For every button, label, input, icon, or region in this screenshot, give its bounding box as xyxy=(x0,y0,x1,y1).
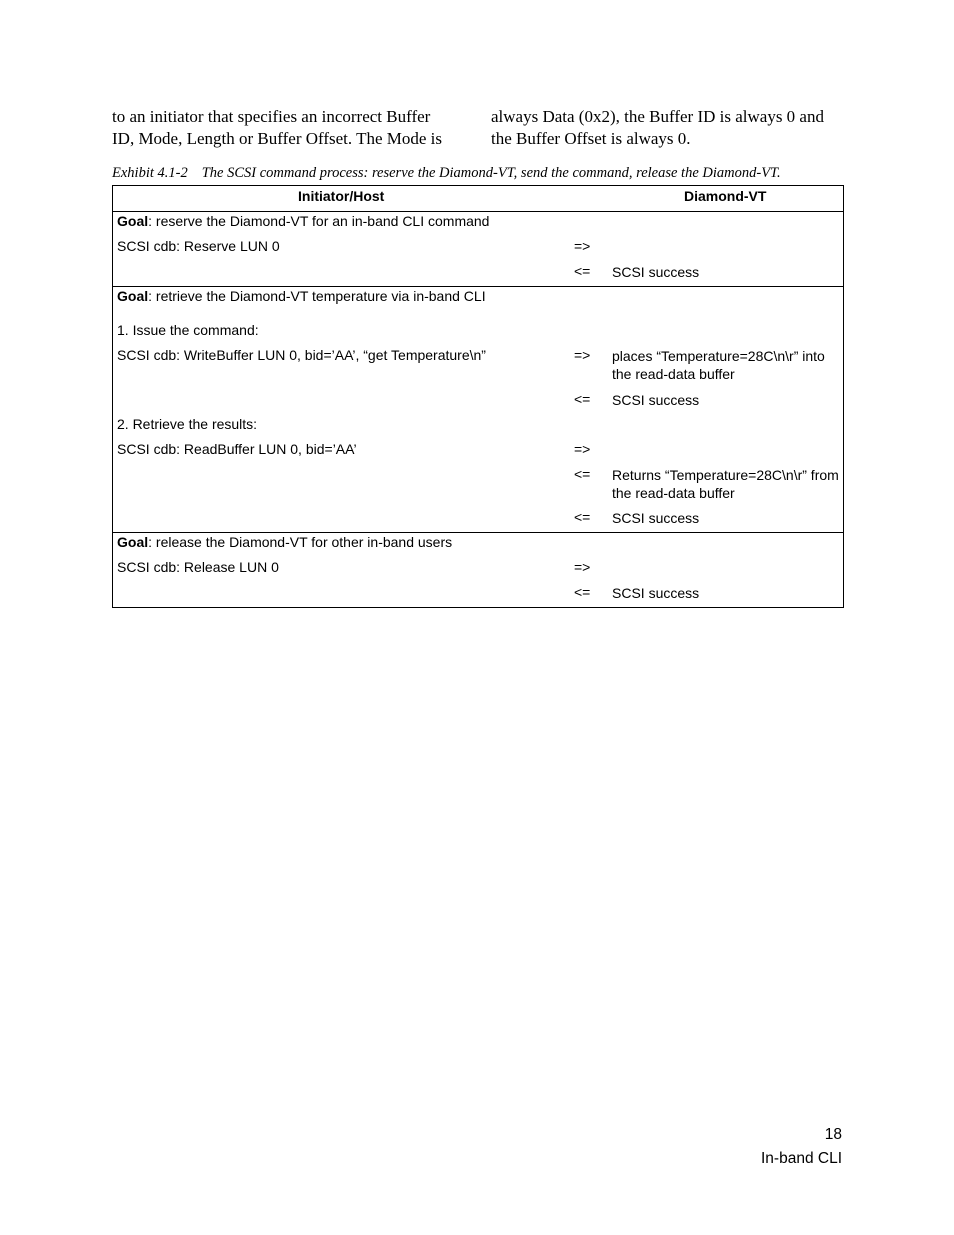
table-section-release xyxy=(113,532,843,607)
body-text-line: to an initiator that specifies an incorrect Buffer xyxy=(112,107,431,126)
initiator-cell: SCSI cdb: WriteBuffer LUN 0, bid=’AA’, “get Temperature\n” xyxy=(117,347,486,363)
arrow-cell: => xyxy=(574,559,591,575)
device-cell: SCSI success xyxy=(612,585,700,601)
initiator-cell: SCSI cdb: Reserve LUN 0 xyxy=(117,238,280,254)
exhibit-caption xyxy=(112,165,852,182)
exhibit-title: The SCSI command process: reserve the Diamond-VT, send the command, release the Diamond-VT. xyxy=(201,165,781,181)
table-section-temperature xyxy=(113,286,843,532)
device-cell: places “Temperature=28C\n\r” into the read-data buffer xyxy=(612,348,825,382)
header-initiator-host: Initiator/Host xyxy=(298,188,385,204)
body-text-line: ID, Mode, Length or Buffer Offset. The Mode is xyxy=(112,129,443,148)
device-cell: Returns “Temperature=28C\n\r” from the read-data buffer xyxy=(612,467,839,501)
initiator-cell: SCSI cdb: Release LUN 0 xyxy=(117,559,279,575)
goal-description: : reserve the Diamond-VT for an in-band CLI command xyxy=(148,213,490,229)
arrow-cell: <= xyxy=(574,466,591,482)
arrow-cell: => xyxy=(574,347,591,363)
arrow-cell: <= xyxy=(574,584,591,600)
page-number: 18 xyxy=(824,1126,842,1143)
body-text-left-column xyxy=(112,106,462,150)
device-cell: SCSI success xyxy=(612,392,700,408)
arrow-cell: <= xyxy=(574,509,591,525)
table-section-reserve xyxy=(113,212,843,286)
step-label: 2. Retrieve the results: xyxy=(117,416,258,432)
arrow-cell: => xyxy=(574,441,591,457)
scsi-process-table xyxy=(112,185,844,608)
arrow-cell: => xyxy=(574,238,591,254)
goal-text xyxy=(117,213,567,229)
body-text-right-column xyxy=(491,106,843,150)
device-cell: SCSI success xyxy=(612,510,700,526)
body-text-line: the Buffer Offset is always 0. xyxy=(491,129,691,148)
goal-label: Goal xyxy=(117,288,149,304)
step-label: 1. Issue the command: xyxy=(117,322,259,338)
arrow-cell: <= xyxy=(574,263,591,279)
arrow-cell: <= xyxy=(574,391,591,407)
body-text-line: always Data (0x2), the Buffer ID is always 0 and xyxy=(491,107,824,126)
goal-description: : release the Diamond-VT for other in-band users xyxy=(148,534,453,550)
table-header xyxy=(113,186,843,212)
goal-text xyxy=(117,288,567,304)
goal-label: Goal xyxy=(117,534,149,550)
goal-description: : retrieve the Diamond-VT temperature via in-band CLI xyxy=(148,288,486,304)
footer-section-title: In-band CLI xyxy=(761,1150,842,1167)
initiator-cell: SCSI cdb: ReadBuffer LUN 0, bid=’AA’ xyxy=(117,441,357,457)
goal-label: Goal xyxy=(117,213,149,229)
exhibit-number: Exhibit 4.1-2 xyxy=(112,165,188,181)
device-cell: SCSI success xyxy=(612,264,700,280)
goal-text xyxy=(117,534,567,550)
header-diamond-vt: Diamond-VT xyxy=(684,188,767,204)
